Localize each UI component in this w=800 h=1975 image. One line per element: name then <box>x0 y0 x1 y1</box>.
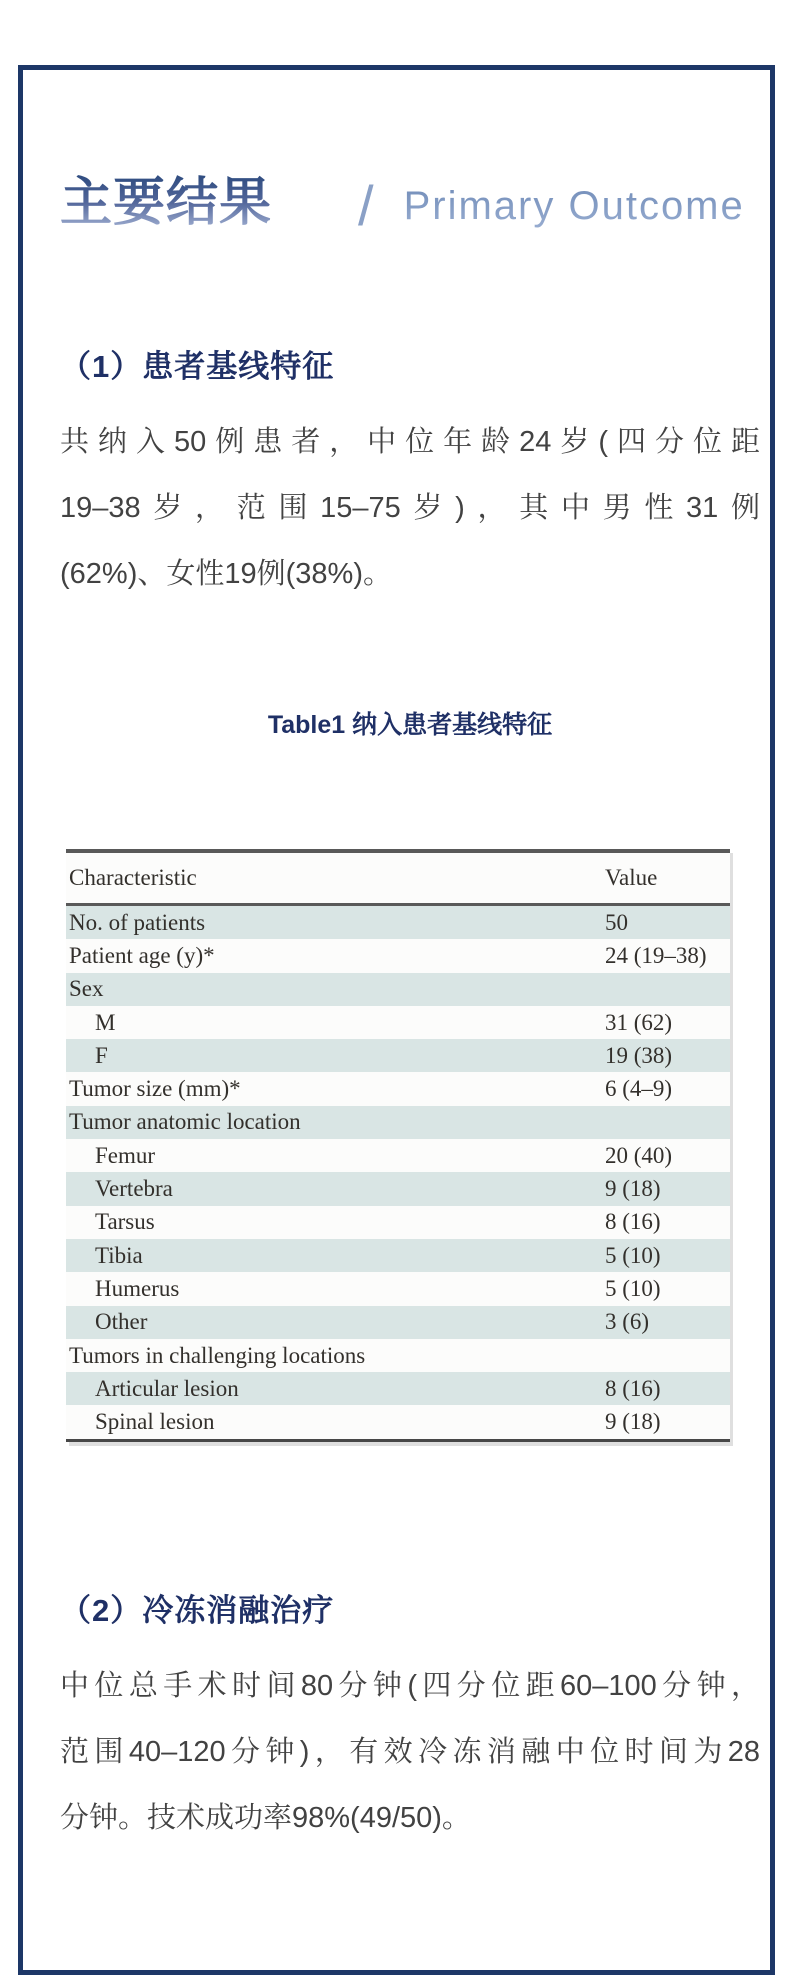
row-value: 5 (10) <box>605 1275 661 1301</box>
baseline-characteristics-table <box>66 849 730 1442</box>
row-label: Tibia <box>95 1242 143 1268</box>
table-row <box>66 973 730 1006</box>
row-label: Vertebra <box>95 1176 173 1202</box>
row-value: 24 (19–38) <box>605 942 707 968</box>
table-row <box>66 1006 730 1039</box>
row-label: Articular lesion <box>95 1375 239 1401</box>
table-row <box>66 1072 730 1105</box>
row-value: 20 (40) <box>605 1142 673 1168</box>
table-header-row <box>66 851 730 905</box>
table-row <box>66 905 730 940</box>
content-area <box>23 173 770 1851</box>
table-row <box>66 1239 730 1272</box>
table-row <box>66 939 730 972</box>
section-1-paragraph <box>60 409 760 607</box>
row-value: 3 (6) <box>605 1309 650 1335</box>
row-label: Tumors in challenging locations <box>69 1342 366 1368</box>
row-value: 8 (16) <box>605 1209 661 1235</box>
row-value: 8 (16) <box>605 1375 661 1401</box>
row-value: 31 (62) <box>605 1009 673 1035</box>
paragraph-line: 共纳入50例患者，中位年龄24岁(四分位距 <box>60 426 760 458</box>
table-row <box>66 1172 730 1205</box>
section-2-paragraph <box>60 1653 760 1851</box>
row-value <box>602 973 730 1006</box>
section-1-heading: （1）患者基线特征 <box>60 349 335 384</box>
row-value: 50 <box>605 909 628 935</box>
row-label: Sex <box>69 976 104 1002</box>
paragraph-line: 中位总手术时间80分钟(四分位距60–100分钟， <box>60 1669 760 1702</box>
row-value: 9 (18) <box>605 1176 661 1202</box>
table-row <box>66 1405 730 1440</box>
row-value: 5 (10) <box>605 1242 661 1268</box>
row-label: Tumor anatomic location <box>69 1109 301 1135</box>
table-row <box>66 1339 730 1372</box>
row-value: 19 (38) <box>605 1042 673 1068</box>
section-2-heading: （2）冷冻消融治疗 <box>60 1592 335 1628</box>
page-title <box>60 173 760 237</box>
table-row <box>66 1372 730 1405</box>
paragraph-line: 19–38岁，范围15–75岁)，其中男性31例 <box>60 492 760 524</box>
row-value: 9 (18) <box>602 1405 730 1440</box>
row-label: Tarsus <box>95 1209 155 1235</box>
table-row <box>66 1139 730 1172</box>
table-caption: Table1 纳入患者基线特征 <box>267 711 553 739</box>
title-english: Primary Outcome <box>404 177 745 235</box>
row-label: Spinal lesion <box>66 1405 602 1440</box>
row-label: M <box>95 1009 116 1035</box>
row-label: No. of patients <box>69 909 206 935</box>
row-label: Femur <box>95 1142 156 1168</box>
table-row <box>66 1272 730 1305</box>
row-value: 6 (4–9) <box>605 1076 673 1102</box>
row-label: Humerus <box>95 1275 180 1301</box>
title-chinese: 主要结果 <box>60 174 273 232</box>
row-label: Patient age (y)* <box>69 942 215 968</box>
row-label: F <box>95 1042 108 1068</box>
table-row <box>66 1306 730 1339</box>
row-value <box>602 1339 730 1372</box>
title-slash-divider: / <box>358 174 374 237</box>
column-header-value: Value <box>602 851 730 905</box>
paragraph-line: 范围40–120分钟)，有效冷冻消融中位时间为28 <box>60 1735 760 1768</box>
paragraph-line: (62%)、女性19例(38%)。 <box>60 558 392 590</box>
column-header-characteristic: Characteristic <box>66 851 602 905</box>
paragraph-line: 分钟。技术成功率98%(49/50)。 <box>60 1801 471 1834</box>
page-frame <box>18 65 775 1975</box>
row-label: Tumor size (mm)* <box>69 1076 241 1102</box>
row-value <box>602 1106 730 1139</box>
table-row <box>66 1106 730 1139</box>
row-label: Other <box>95 1309 148 1335</box>
table-row <box>66 1206 730 1239</box>
table-row <box>66 1039 730 1072</box>
